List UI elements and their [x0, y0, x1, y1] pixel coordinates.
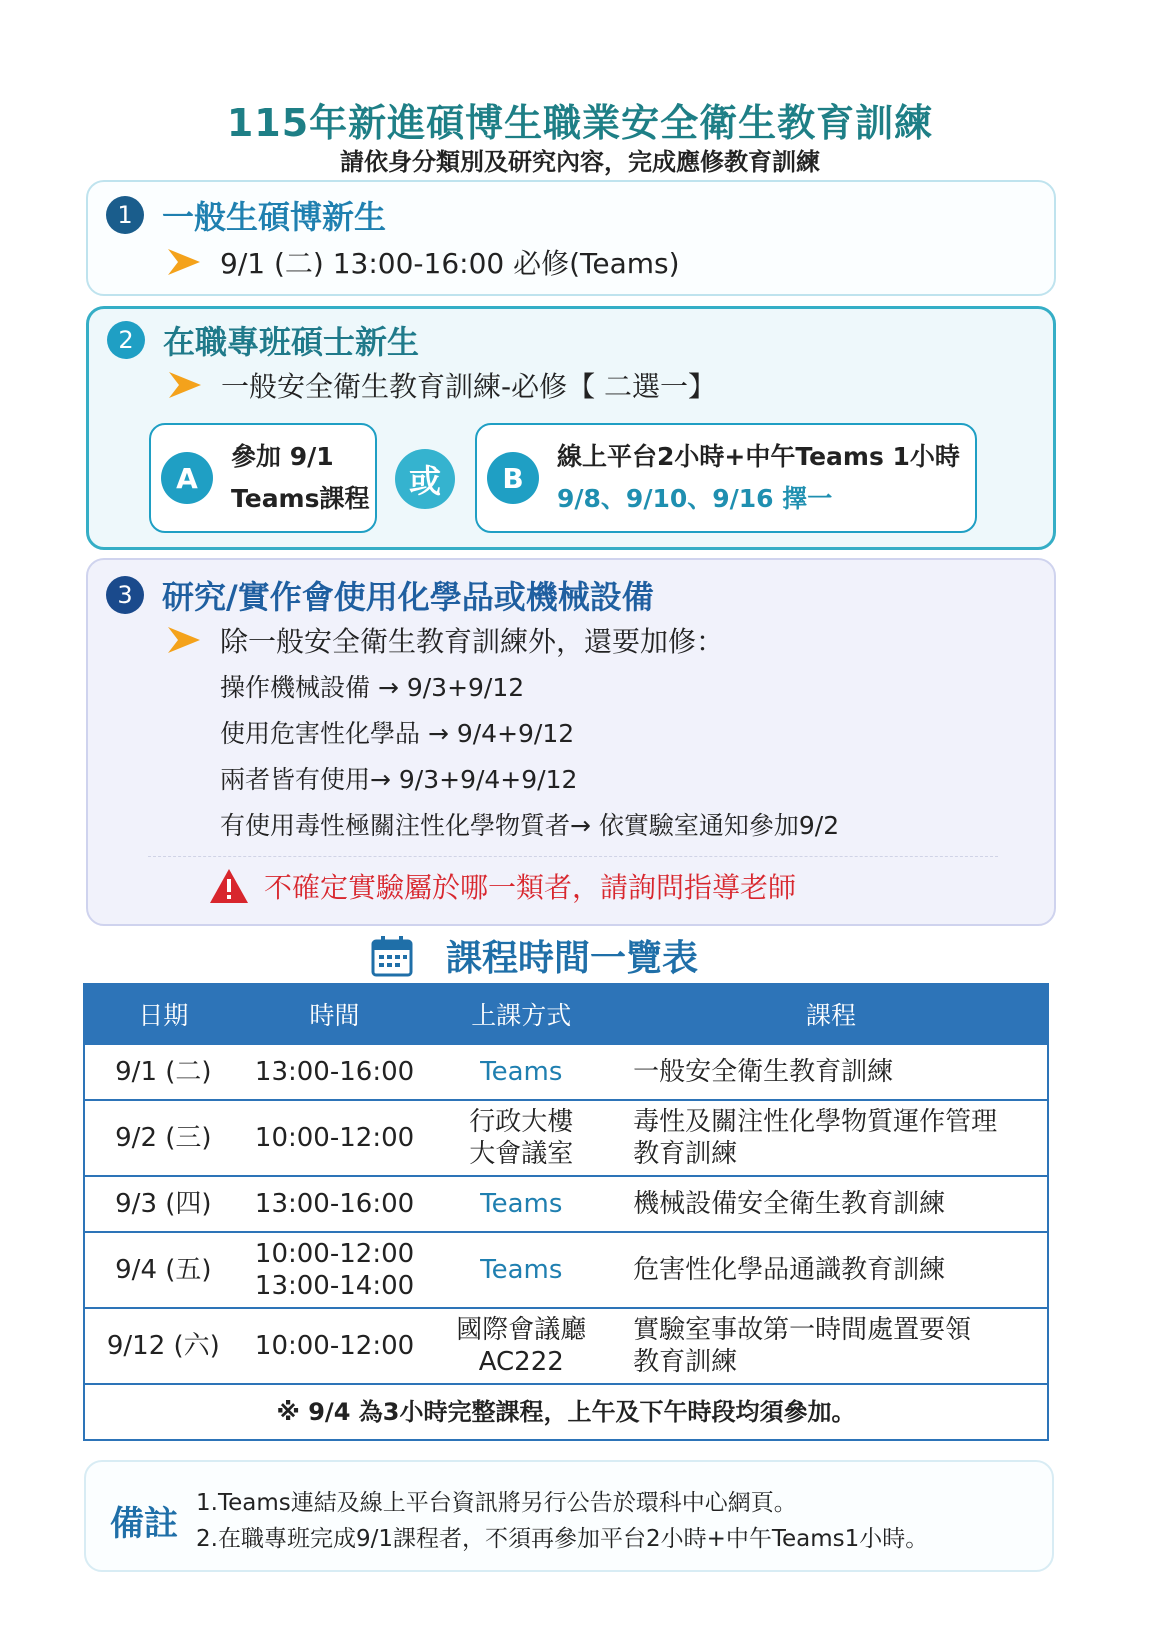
- section-general-students: [86, 180, 1056, 296]
- cell-mode: [427, 1100, 615, 1176]
- warning-note: [208, 866, 796, 906]
- section-number-badge: 3: [106, 576, 144, 614]
- section-inservice-students: [86, 306, 1056, 550]
- schedule-title: 課程時間一覽表: [446, 938, 699, 979]
- requirement-item: 操作機械設備 → 9/3+9/12: [220, 673, 525, 702]
- section-header: [106, 572, 654, 618]
- remarks-label: 備註: [110, 1504, 178, 1544]
- cell-time-line1: 10:00-12:00: [254, 1239, 415, 1269]
- warning-text: 不確定實驗屬於哪一類者，請詢問指導老師: [264, 871, 797, 904]
- section-title: 研究/實作會使用化學品或機械設備: [162, 578, 654, 616]
- arrow-right-icon: [167, 370, 203, 400]
- option-b-card: [475, 423, 977, 533]
- or-badge: 或: [395, 449, 455, 509]
- cell-mode-line2: 大會議室: [469, 1139, 574, 1169]
- option-letter-badge: A: [161, 452, 213, 504]
- cell-mode: Teams: [427, 1044, 615, 1100]
- cell-date: 9/4 (五): [84, 1232, 242, 1308]
- cell-time: [242, 1232, 428, 1308]
- requirement-item: 使用危害性化學品 → 9/4+9/12: [220, 719, 575, 748]
- bullet-text: 9/1 (二) 13:00-16:00 必修(Teams): [220, 247, 680, 280]
- cell-time: 10:00-12:00: [242, 1100, 428, 1176]
- section-header: [107, 317, 419, 363]
- cell-date: 9/3 (四): [84, 1176, 242, 1232]
- calendar-icon: [370, 934, 414, 978]
- bullet-item: [167, 365, 716, 405]
- cell-course-line1: 毒性及關注性化學物質運作管理: [633, 1107, 998, 1137]
- cell-time: 13:00-16:00: [242, 1044, 428, 1100]
- arrow-right-icon: [166, 625, 202, 655]
- cell-course: [615, 1100, 1048, 1176]
- schedule-title-row: [370, 930, 698, 981]
- schedule-table: [83, 983, 1049, 1441]
- table-note: ※ 9/4 為3小時完整課程，上午及下午時段均須參加。: [84, 1384, 1048, 1440]
- cell-date: 9/2 (三): [84, 1100, 242, 1176]
- remarks-box: [84, 1460, 1054, 1572]
- column-header: 日期: [84, 984, 242, 1044]
- table-row: [84, 1308, 1048, 1384]
- column-header: 時間: [242, 984, 428, 1044]
- arrow-right-icon: [166, 247, 202, 277]
- bullet-item: [166, 620, 724, 660]
- cell-mode-line2: AC222: [478, 1347, 564, 1377]
- cell-course: 機械設備安全衛生教育訓練: [615, 1176, 1048, 1232]
- cell-mode: Teams: [427, 1176, 615, 1232]
- section-header: [106, 192, 386, 238]
- cell-mode-line1: 國際會議廳: [456, 1315, 587, 1345]
- section-title: 在職專班碩士新生: [163, 323, 420, 361]
- table-row: [84, 1176, 1048, 1232]
- option-letter-badge: B: [487, 452, 539, 504]
- page-subtitle: 請依身分類別及研究內容，完成應修教育訓練: [340, 148, 820, 176]
- table-row: [84, 1044, 1048, 1100]
- cell-course: [615, 1308, 1048, 1384]
- section-number-badge: 2: [107, 321, 145, 359]
- cell-date: 9/1 (二): [84, 1044, 242, 1100]
- remark-line: 2.在職專班完成9/1課程者，不須再參加平台2小時+中午Teams1小時。: [196, 1526, 929, 1552]
- section-number-badge: 1: [106, 196, 144, 234]
- table-row: [84, 1232, 1048, 1308]
- cell-mode-line1: 行政大樓: [469, 1107, 574, 1137]
- cell-time-line2: 13:00-14:00: [254, 1271, 415, 1301]
- column-header: 課程: [615, 984, 1048, 1044]
- cell-mode: [427, 1308, 615, 1384]
- cell-mode: Teams: [427, 1232, 615, 1308]
- warning-triangle-icon: [208, 867, 250, 905]
- option-a-card: [149, 423, 377, 533]
- cell-time: 10:00-12:00: [242, 1308, 428, 1384]
- cell-course-line1: 實驗室事故第一時間處置要領: [633, 1315, 972, 1345]
- remark-line: 1.Teams連結及線上平台資訊將另行公告於環科中心網頁。: [196, 1490, 797, 1516]
- cell-course-line2: 教育訓練: [633, 1347, 738, 1377]
- bullet-text: 一般安全衛生教育訓練-必修【 二選一】: [221, 370, 717, 403]
- requirement-item: 兩者皆有使用→ 9/3+9/4+9/12: [220, 765, 578, 794]
- table-note-row: [84, 1384, 1048, 1440]
- option-b-line2: 9/8、9/10、9/16 擇一: [557, 484, 833, 513]
- section-chemicals-machinery: [86, 558, 1056, 926]
- page-title: 115年新進碩博生職業安全衛生教育訓練: [226, 101, 934, 145]
- bullet-item: [166, 242, 680, 282]
- table-header-row: [84, 984, 1048, 1044]
- bullet-text: 除一般安全衛生教育訓練外，還要加修：: [220, 625, 725, 658]
- cell-time: 13:00-16:00: [242, 1176, 428, 1232]
- cell-date: 9/12 (六): [84, 1308, 242, 1384]
- cell-course: 危害性化學品通識教育訓練: [615, 1232, 1048, 1308]
- column-header: 上課方式: [427, 984, 615, 1044]
- requirement-item: 有使用毒性極關注性化學物質者→ 依實驗室通知參加9/2: [220, 811, 840, 840]
- divider: [148, 856, 998, 857]
- section-title: 一般生碩博新生: [162, 198, 387, 236]
- cell-course-line2: 教育訓練: [633, 1139, 738, 1169]
- option-a-line1: 參加 9/1: [231, 442, 334, 471]
- cell-course: 一般安全衛生教育訓練: [615, 1044, 1048, 1100]
- table-row: [84, 1100, 1048, 1176]
- option-a-line2: Teams課程: [231, 484, 370, 513]
- option-b-line1: 線上平台2小時+中午Teams 1小時: [557, 442, 960, 471]
